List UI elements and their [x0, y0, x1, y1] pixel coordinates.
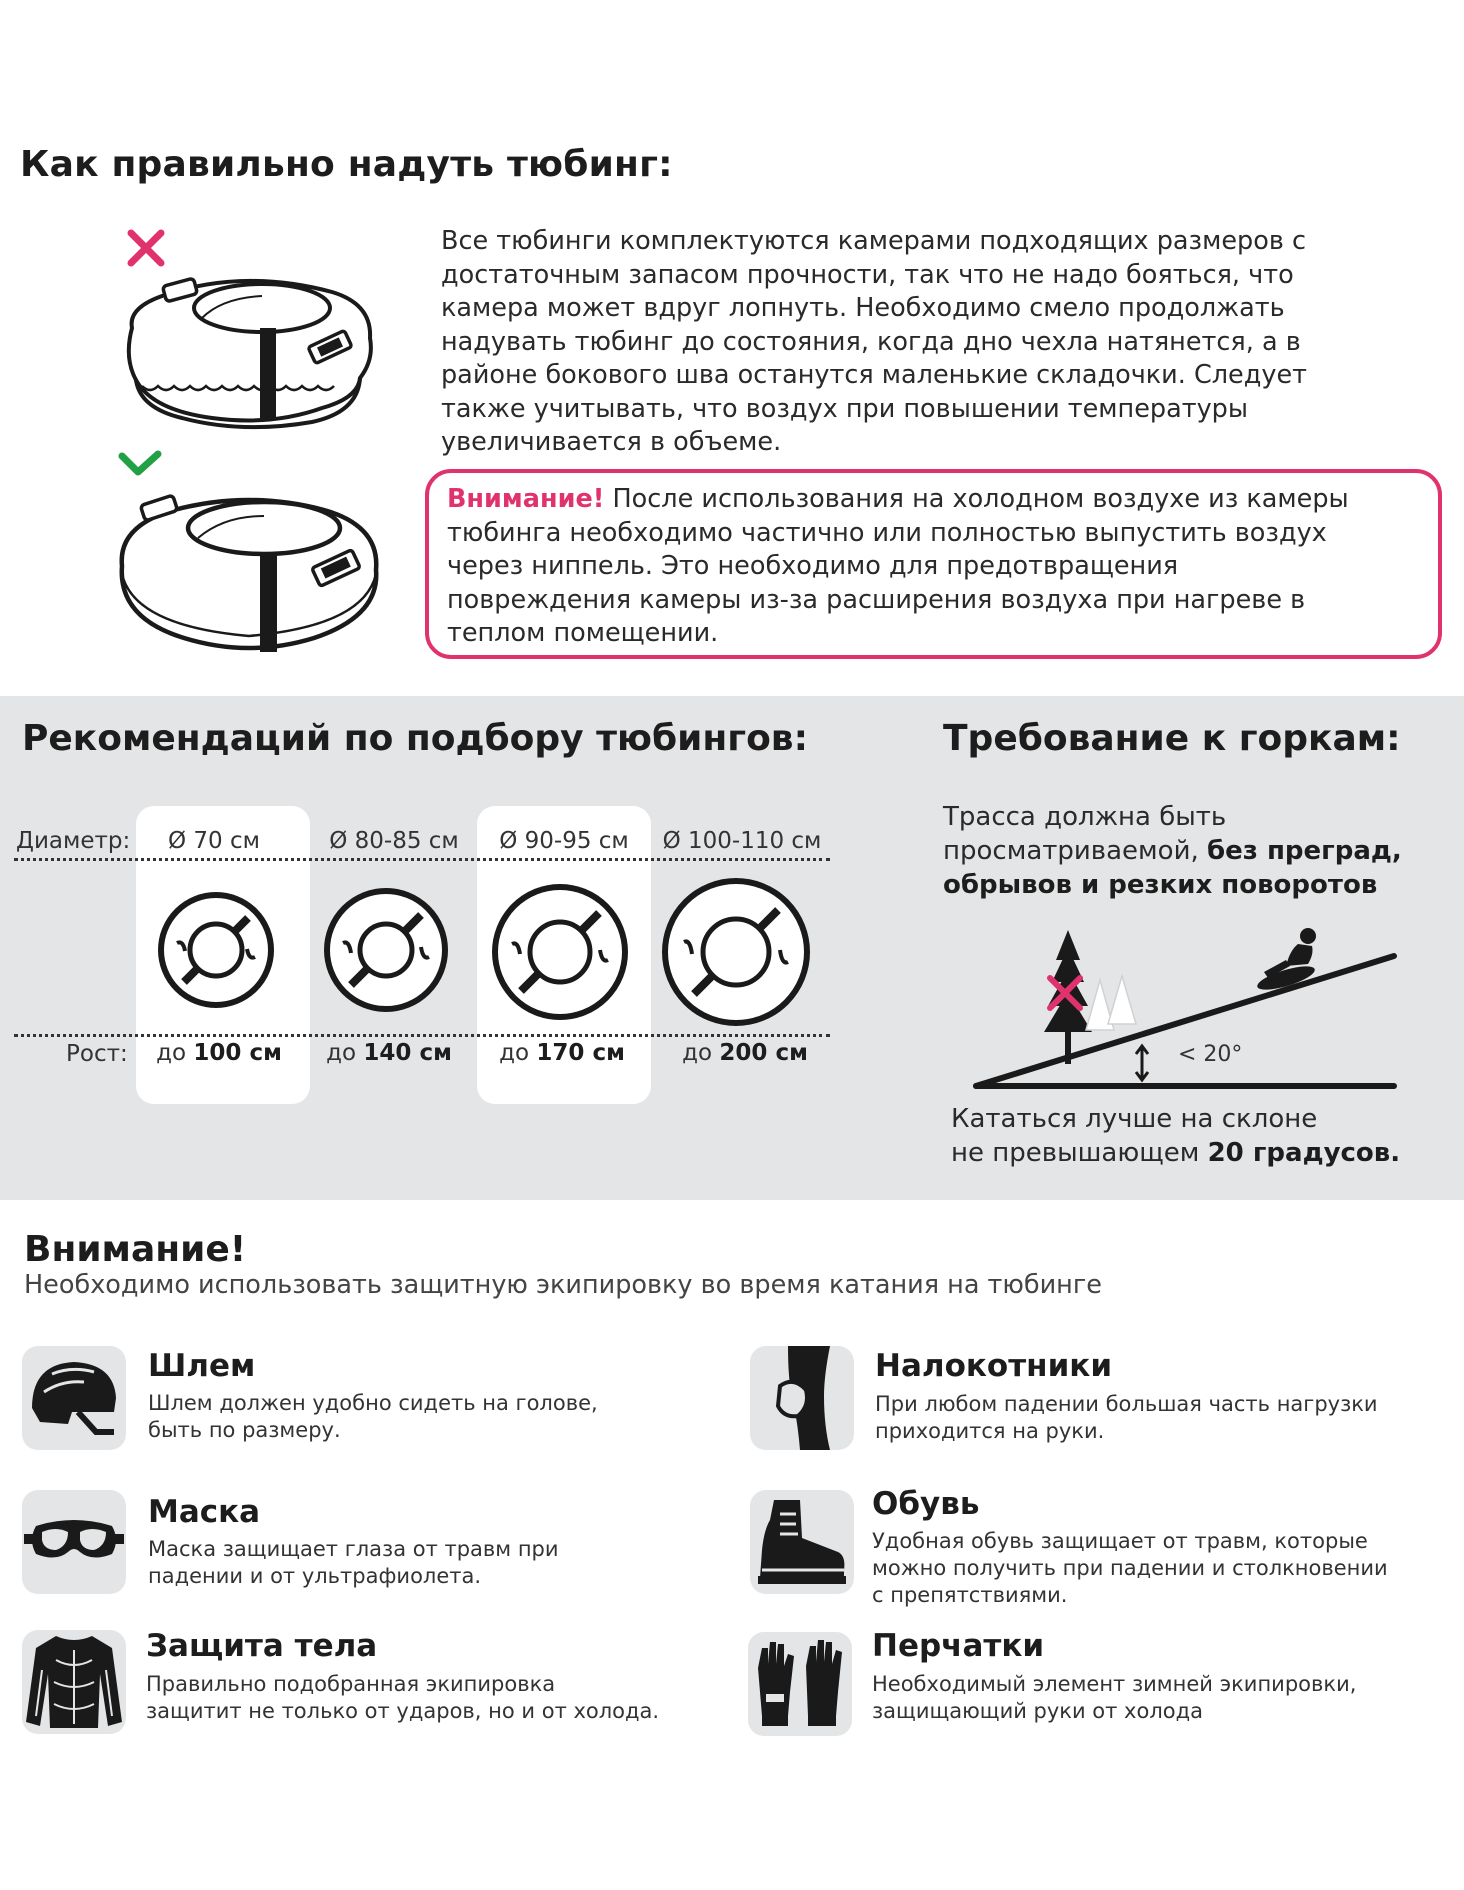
- body-protection-icon-box: [22, 1630, 126, 1734]
- slope-line: Кататься лучше на склоне: [951, 1104, 1318, 1134]
- tube-100-110-icon: [660, 876, 812, 1028]
- warning-box: [425, 469, 1442, 659]
- goggles-icon-box: [22, 1490, 126, 1594]
- paragraph-line: камера может вдруг лопнуть. Необходимо смело продолжать: [441, 293, 1285, 323]
- slope-angle-label: < 20°: [1178, 1042, 1243, 1067]
- tube-70-icon: [157, 891, 275, 1009]
- boot-icon: [750, 1490, 854, 1594]
- paragraph-line: также учитывать, что воздух при повышении температуры: [441, 393, 1248, 424]
- gloves-icon: [748, 1632, 852, 1736]
- paragraph-line: Все тюбинги комплектуются камерами подходящих размеров с: [441, 226, 1306, 256]
- inflated-tube-icon: [114, 486, 384, 656]
- gear-item-title: Защита тела: [146, 1628, 378, 1664]
- gear-item-title: Маска: [148, 1494, 261, 1530]
- paragraph-line: достаточным запасом прочности, так что не надо бояться, что: [441, 259, 1294, 290]
- dotted-divider: [14, 1034, 830, 1037]
- slope-line: не превышающем 20 градусов.: [951, 1138, 1401, 1168]
- boots-icon-box: [750, 1490, 854, 1594]
- helmet-icon: [22, 1346, 126, 1450]
- gear-item-title: Перчатки: [872, 1628, 1045, 1664]
- slope-line: Трасса должна быть: [943, 802, 1227, 832]
- paragraph-line: увеличивается в объеме.: [441, 427, 782, 457]
- gloves-icon-box: [748, 1632, 852, 1736]
- tube-80-85-icon: [323, 887, 449, 1013]
- gear-item-title: Обувь: [872, 1486, 980, 1522]
- gear-item-title: Налокотники: [875, 1348, 1113, 1384]
- diameter-value: Ø 90-95 см: [499, 828, 629, 854]
- height-value: до 170 см: [499, 1040, 625, 1066]
- paragraph-line: районе бокового шва останутся маленькие складочки. Следует: [441, 360, 1308, 390]
- gear-item-text: Необходимый элемент зимней экипировки, защищающий руки от холода: [872, 1672, 1357, 1723]
- gear-item-title: Шлем: [148, 1348, 256, 1384]
- gear-item-text: Маска защищает глаза от травм при падении и от ультрафиолета.: [148, 1537, 559, 1588]
- warning-line: тюбинга необходимо частично или полностью выпустить воздух: [447, 517, 1327, 548]
- gear-item-text: При любом падении большая часть нагрузки приходится на руки.: [875, 1392, 1378, 1443]
- diameter-label: Диаметр:: [16, 828, 131, 854]
- paragraph-line: надувать тюбинг до состояния, когда дно чехла натянется, а в: [441, 326, 1301, 357]
- warning-line: повреждения камеры из-за расширения воздуха при нагреве в: [447, 584, 1306, 615]
- slope-bottom-text: [951, 1102, 1461, 1170]
- gear-item-text: Удобная обувь защищает от травм, которые можно получить при падении и столкновении с препятствиями.: [872, 1529, 1388, 1607]
- gear-subtitle: Необходимо использовать защитную экипировку во время катания на тюбинге: [24, 1270, 1102, 1300]
- inflate-title: Как правильно надуть тюбинг:: [20, 144, 673, 185]
- slope-line: обрывов и резких поворотов: [943, 870, 1378, 900]
- dotted-divider: [14, 858, 830, 861]
- warning-line: через ниппель. Это необходимо для предотвращения: [447, 551, 1179, 581]
- sizes-title: Рекомендаций по подбору тюбингов:: [22, 718, 808, 759]
- tube-90-95-icon: [490, 882, 630, 1022]
- slope-line: просматриваемой, без преград,: [943, 836, 1402, 866]
- correct-check-icon: [116, 448, 164, 478]
- slope-requirement-text: [943, 800, 1453, 902]
- gear-item-text: Шлем должен удобно сидеть на голове, быть по размеру.: [148, 1391, 598, 1442]
- slope-title: Требование к горкам:: [943, 718, 1401, 759]
- height-label: Рост:: [66, 1041, 128, 1067]
- gear-item-text: Правильно подобранная экипировка защитит не только от ударов, но и от холода.: [146, 1672, 660, 1723]
- inflate-paragraph: [441, 225, 1441, 460]
- underinflated-tube-icon: [122, 268, 378, 430]
- body-armor-icon: [22, 1630, 126, 1734]
- warning-line: теплом помещении.: [447, 618, 719, 648]
- elbow-pads-icon-box: [750, 1346, 854, 1450]
- warning-label: Внимание!: [447, 484, 605, 514]
- diameter-value: Ø 80-85 см: [329, 828, 459, 854]
- wrong-cross-icon: [126, 228, 166, 268]
- elbow-pad-icon: [750, 1346, 854, 1450]
- height-value: до 100 см: [156, 1040, 282, 1066]
- goggles-icon: [22, 1490, 126, 1594]
- height-value: до 140 см: [326, 1040, 452, 1066]
- warning-first-line-text: После использования на холодном воздухе из камеры: [604, 484, 1349, 514]
- diameter-value: Ø 100-110 см: [662, 828, 822, 854]
- gear-title: Внимание!: [24, 1229, 247, 1270]
- diameter-value: Ø 70 см: [168, 828, 260, 854]
- helmet-icon-box: [22, 1346, 126, 1450]
- height-value: до 200 см: [682, 1040, 808, 1066]
- warning-first-line: [447, 483, 1420, 517]
